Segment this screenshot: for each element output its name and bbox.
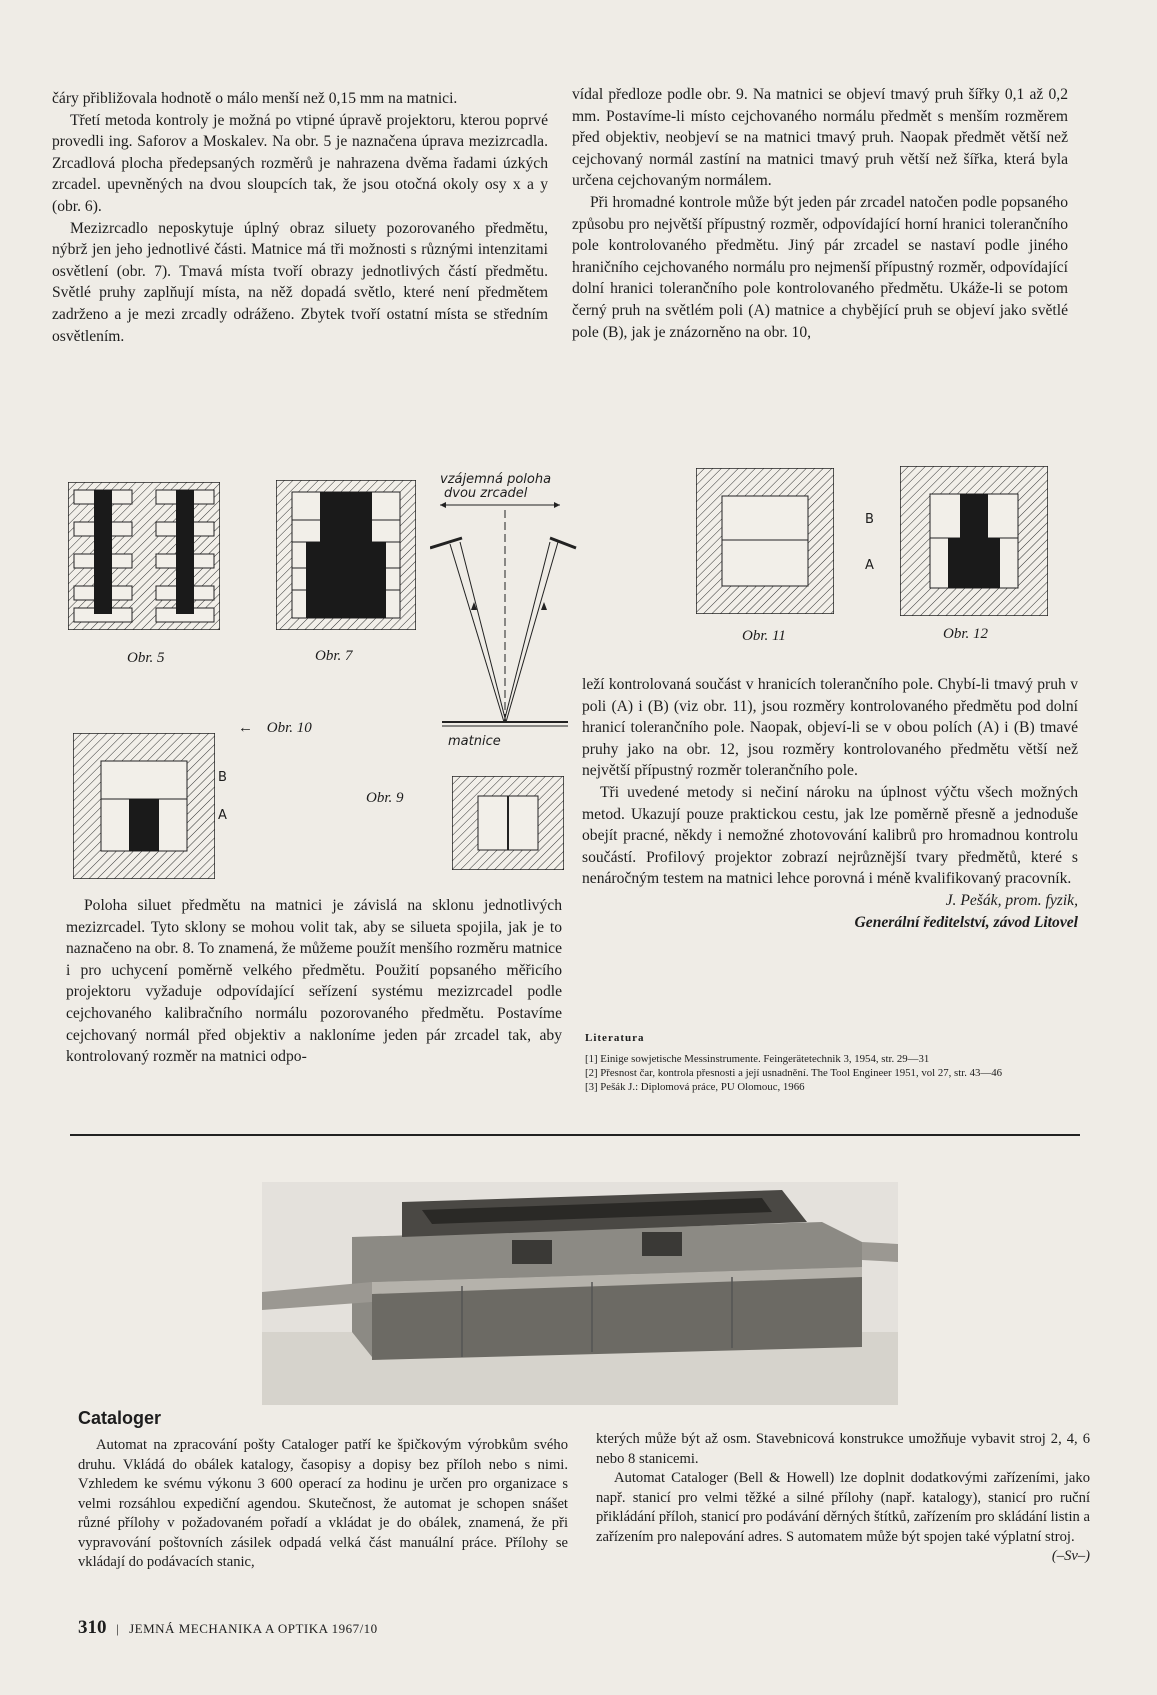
figure-11-label-b: B xyxy=(865,512,874,527)
cataloger-machine-photo xyxy=(262,1182,898,1405)
figure-5-caption: Obr. 5 xyxy=(127,650,165,666)
figure-12-diagram xyxy=(900,466,1048,616)
literature-heading: Literatura xyxy=(585,1032,645,1044)
author-affiliation: Generální ředitelství, závod Litovel xyxy=(854,913,1078,931)
figure-7-caption: Obr. 7 xyxy=(315,648,353,664)
figure-10-diagram xyxy=(73,733,215,879)
article-right-lower-column xyxy=(582,674,1078,933)
figure-10-caption-text: Obr. 10 xyxy=(266,720,312,736)
label-vzajemna-poloha: vzájemná poloha xyxy=(440,472,552,487)
cataloger-left-column xyxy=(78,1436,568,1573)
paragraph: Třetí metoda kontroly je možná po vtipné úpravě projektoru, kterou poprvé provedli ing. Saforov a Moskalev. Na obr. 5 je naznačena úprava mezizrcadla. Zrcadlová plocha předepsaných rozměrů je nahrazena dvěma řadami úzkých zrcadel. upevněných na dvou sloupcích tak, že jsou otočná okoly osy x a y (obr. 6). xyxy=(52,111,548,215)
author-initials: (–Sv–) xyxy=(1051,1548,1090,1564)
figure-11-label-a: A xyxy=(865,558,874,573)
cataloger-right-column xyxy=(596,1430,1090,1567)
figure-7-diagram xyxy=(276,480,416,630)
paragraph: Automat na zpracování pošty Cataloger patří ke špičkovým výrobkům svého druhu. Vkládá do obálek katalogy, časopisy a dopisy bez příloh nebo s nimi. Vzhledem ke svému výkonu 3 600 operací za hodinu je určen pro organizace s velmi rozsáhlou expediční agendou. Skutečnost, že automat je schopen snášet různé přílohy v požadovaném pořadí a vkládat je do obálek, znamená, že při vypravování poštovních zásilek odpadá velká část manuální práce. Přílohy se vkládají do podávacích stanic, xyxy=(78,1437,568,1570)
figure-5-mirror-diagram xyxy=(68,482,220,630)
figure-12-caption: Obr. 12 xyxy=(943,626,989,642)
footer-separator: | xyxy=(116,1621,120,1636)
paragraph: leží kontrolovaná součást v hranicích tolerančního pole. Chybí-li tmavý pruh v poli (A) i (B) (viz obr. 11), jsou rozměry kontrolovaného předmětu pod dolní hranicí tolerančního pole. Naopak, objeví-li se v obou polích (A) i (B) tmavé pruhy jako na obr. 12, jsou rozměry kontrolovaného předmětu větší než největší přípustný rozměr tolerančního pole. xyxy=(582,676,1078,780)
journal-name: JEMNÁ MECHANIKA A OPTIKA 1967/10 xyxy=(129,1621,378,1636)
figure-10-label-b: B xyxy=(218,770,227,785)
page-footer xyxy=(78,1617,378,1639)
figure-11-diagram xyxy=(696,468,834,614)
paragraph: Tři uvedené metody si nečiní nároku na úplnost výčtu všech možných metod. Ukazují pouze praktickou cestu, jak lze poměrně přesně a jednoduše obejít pracné, někdy i nemožné zhotovování kalibrů pro hromadnou kontrolu součástí. Profilový projektor zobrazí nejrůznější tvary předmětů, které s nenáročným testem na matnici lehce porovná i méně kvalifikovaný pracovník. xyxy=(582,783,1078,888)
literature-item: [2] Přesnost čar, kontrola přesnosti a její usnadnění. The Tool Engineer 1951, vol 27, str. 43—46 xyxy=(585,1067,1003,1079)
label-dvou-zrcadel: dvou zrcadel xyxy=(444,486,528,501)
figure-11-caption: Obr. 11 xyxy=(742,628,786,644)
label-matnice: matnice xyxy=(448,734,501,749)
section-divider xyxy=(70,1134,1080,1136)
literature-list xyxy=(585,1052,1085,1094)
paragraph: Při hromadné kontrole může být jeden pár zrcadel natočen podle popsaného způsobu pro největší přípustný rozměr, odpovídající horní hranici tolerančního pole kontrolovaného předmětu. Jiný pár zrcadel se nastaví podle jiného hraničního cejchovaného normálu pro nejmenší přípustný rozměr, odpovídající dolní hranici tolerančního pole kontrolovaného předmětu. Ukáže-li se potom černý pruh na světlém poli (A) matnice a chybějící pruh se objeví jako světlé pole (B), jak je znázorněno na obr. 10, xyxy=(572,193,1068,341)
article-right-column xyxy=(572,84,1068,343)
article-left-lower-column xyxy=(66,895,562,1068)
article-left-column xyxy=(52,88,548,347)
paragraph: vídal předloze podle obr. 9. Na matnici se objeví tmavý pruh šířky 0,1 až 0,2 mm. Postavíme-li místo cejchovaného normálu předmět s menším rozměrem před objektiv, neobjeví se na matnici tmavý pruh. Naopak předmět větší než cejchovaný normál zastíní na matnici tmavý pruh větší než šířka, která byla určena cejchovaným normálem. xyxy=(572,86,1068,190)
paragraph: čáry přibližovala hodnotě o málo menší než 0,15 mm na matnici. xyxy=(52,90,458,107)
paragraph: Automat Cataloger (Bell & Howell) lze doplnit dodatkovými zařízeními, jako např. stanicí pro velmi těžké a silné přílohy (např. katalogy), stanicí pro ruční přikládání příloh, stanicí pro podávání děrných štítků, zařízením pro skládání listin a zařízením pro nalepování adres. S automatem může být spojen také výplatní stroj. xyxy=(596,1470,1090,1545)
literature-item: [1] Einige sowjetische Messinstrumente. Feingerätetechnik 3, 1954, str. 29—31 xyxy=(585,1053,930,1065)
figure-10-label-a: A xyxy=(218,808,227,823)
arrow-left-icon: ← xyxy=(238,720,253,736)
paragraph: kterých může být až osm. Stavebnicová konstrukce umožňuje vybavit stroj 2, 4, 6 nebo 8 stanicemi. xyxy=(596,1431,1090,1467)
author-name: J. Pešák, prom. fyzik, xyxy=(945,891,1078,909)
cataloger-title: Cataloger xyxy=(78,1408,162,1428)
figure-9-optics-diagram xyxy=(430,490,580,750)
paragraph: Mezizrcadlo neposkytuje úplný obraz siluety pozorovaného předmětu, nýbrž jen jeho jednotlivé části. Matnice má tři možnosti s různými intenzitami osvětlení (obr. 7). Tmavá místa tvoří obrazy jednotlivých částí předmětu. Světlé pruhy zaplňují místa, na něž dopadá světlo, které není předmětem zadrženo a je mezi zrcadly odráženo. Zbytek tvoří ostatní místa se středním osvětlením. xyxy=(52,219,548,345)
figure-10-caption xyxy=(238,720,312,737)
page-number: 310 xyxy=(78,1617,107,1638)
literature-item: [3] Pešák J.: Diplomová práce, PU Olomouc, 1966 xyxy=(585,1081,805,1093)
paragraph: Poloha siluet předmětu na matnici je závislá na sklonu jednotlivých mezizrcadel. Tyto sklony se mohou volit tak, aby se silueta spojila, jak je to naznačeno na obr. 8. To znamená, že můžeme použít menšího rozměru matnice i pro uchycení poměrně velkého předmětu. Použití popsaného měřicího projektoru vyžaduje odpovídající seřízení systému mezizrcadel podle cejchovaného kalibračního normálu pozorovaného předmětu. Postavíme cejchovaný normál před objektiv a nakloníme jeden pár zrcadel tak, aby kontrolovaný rozměr na matnici odpo- xyxy=(66,897,562,1066)
figure-9-caption: Obr. 9 xyxy=(366,790,404,806)
figure-9-matnice-box xyxy=(452,776,564,870)
